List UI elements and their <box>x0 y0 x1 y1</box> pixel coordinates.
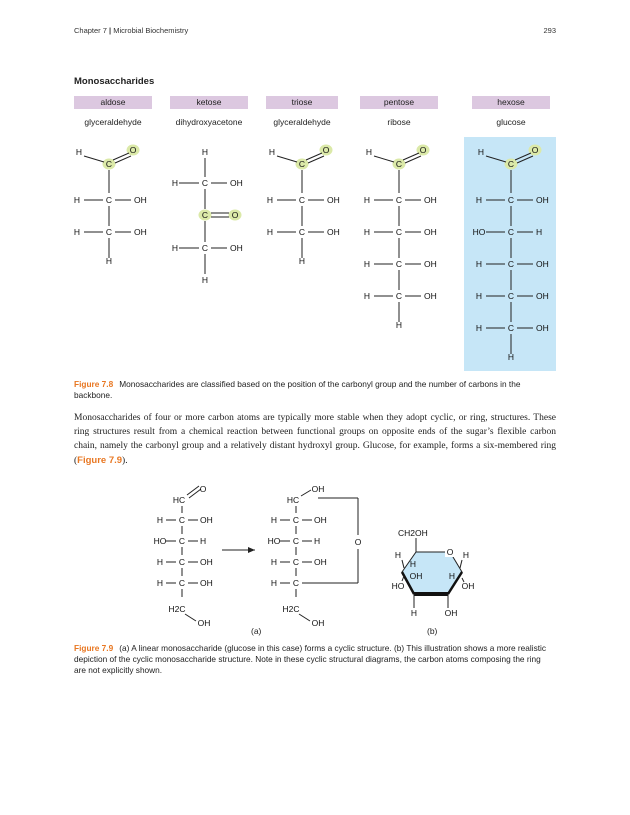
category-hexose: hexose <box>472 96 550 109</box>
chapter-number: Chapter 7 <box>74 26 107 35</box>
bond-line <box>308 156 324 163</box>
atom-label: H <box>270 557 278 567</box>
atom-label: OH <box>314 557 327 567</box>
atom-label: OH <box>327 195 340 205</box>
atom-label: H <box>201 275 209 285</box>
bond-line <box>115 156 131 163</box>
figure-7-9-label: Figure 7.9 <box>74 643 114 653</box>
atom-label: C <box>507 227 515 237</box>
atom-label: H2C <box>168 604 186 614</box>
atom-label: C <box>298 195 306 205</box>
atom-label: OH <box>536 291 549 301</box>
atom-label: H <box>73 195 81 205</box>
page-number: 293 <box>543 26 556 35</box>
ch2oh-label: CH2OH <box>398 528 428 538</box>
bond-line <box>187 486 199 495</box>
compound-name-aldose: glyceraldehyde <box>84 117 142 127</box>
body-paragraph <box>74 411 556 468</box>
atom-label: OH <box>461 581 475 591</box>
atom-label: C <box>201 178 209 188</box>
atom-label: H <box>200 536 207 546</box>
atom-label: H <box>475 323 483 333</box>
running-header: Chapter 7 | Microbial Biochemistry <box>74 26 189 35</box>
atom-label: OH <box>311 484 325 494</box>
figure-7-8-caption-text: Monosaccharides are classified based on the position of the carbonyl group and the number of carbons in the backbone. <box>74 379 521 400</box>
atom-label: H <box>409 559 417 569</box>
atom-label: OH <box>134 195 147 205</box>
atom-label: OH <box>424 259 437 269</box>
atom-label: O <box>419 145 427 155</box>
atom-label: H <box>363 259 371 269</box>
atom-label: C <box>178 557 186 567</box>
atom-label: C <box>178 515 186 525</box>
atom-label: C <box>178 536 186 546</box>
atom-label: C <box>201 243 209 253</box>
category-triose: triose <box>266 96 338 109</box>
atom-label: H <box>365 147 373 157</box>
atom-label: O <box>446 547 454 557</box>
paragraph-text-before: Monosaccharides of four or more carbon atoms are typically more stable when they adopt cyclic, or ring, structures. These ring structures result from a chemical reaction between functional groups on opposite ends of the sugar’s flexible carbon chain, namely the carbonyl group and a relatively distant hydroxyl group. Glucose, for example, forms a six-membered ring ( <box>74 413 556 466</box>
atom-label: H <box>410 608 418 618</box>
atom-label: C <box>507 195 515 205</box>
atom-label: OH <box>327 227 340 237</box>
atom-label: H2C <box>282 604 300 614</box>
atom-label: H <box>477 147 485 157</box>
atom-label: H <box>75 147 83 157</box>
atom-label: H <box>448 571 456 581</box>
atom-label: HO <box>472 227 486 237</box>
bond-line <box>306 153 322 160</box>
atom-label: OH <box>409 571 423 581</box>
atom-label: C <box>292 536 300 546</box>
atom-label: C <box>105 227 113 237</box>
section-title: Monosaccharides <box>74 76 155 87</box>
atom-label: C <box>105 159 113 169</box>
category-aldose: aldose <box>74 96 152 109</box>
atom-label: H <box>266 195 274 205</box>
bond-line <box>185 614 196 621</box>
figure-7-9-caption-text: (a) A linear monosaccharide (glucose in this case) forms a cyclic structure. (b) This illustration shows a more realistic depiction of the cyclic monosaccharide structure. Note in these cyclic structural diagrams, the carbon atoms composing the ring are not explicitly shown. <box>74 643 547 675</box>
bond-line <box>486 156 506 162</box>
atom-label: C <box>395 291 403 301</box>
category-ketose: ketose <box>170 96 248 109</box>
atom-label: H <box>394 550 402 560</box>
atom-label: H <box>475 195 483 205</box>
atom-label: OH <box>200 515 213 525</box>
atom-label: H <box>395 320 403 330</box>
atom-label: O <box>531 145 539 155</box>
atom-label: C <box>507 159 515 169</box>
atom-label: C <box>298 159 306 169</box>
compound-name-pentose: ribose <box>387 117 411 127</box>
atom-label: C <box>507 323 515 333</box>
atom-label: OH <box>230 178 243 188</box>
atom-label: HO <box>267 536 281 546</box>
figure-7-9-caption <box>74 643 554 676</box>
figure-7-9-sublabel-a: (a) <box>251 626 262 636</box>
atom-label: C <box>507 259 515 269</box>
atom-label: H <box>462 550 470 560</box>
atom-label: O <box>129 145 137 155</box>
chapter-title: Microbial Biochemistry <box>113 26 189 35</box>
atom-label: C <box>105 195 113 205</box>
atom-label: H <box>156 578 164 588</box>
bond-line <box>402 560 404 568</box>
atom-label: H <box>171 243 179 253</box>
bond-line <box>374 156 394 162</box>
atom-label: H <box>507 352 515 362</box>
atom-label: C <box>395 159 403 169</box>
atom-label: H <box>73 227 81 237</box>
atom-label: O <box>231 210 239 220</box>
figure-7-8-structures <box>0 0 630 380</box>
atom-label: OH <box>200 557 213 567</box>
atom-label: H <box>363 291 371 301</box>
atom-label: HC <box>172 495 186 505</box>
atom-label: H <box>298 256 306 266</box>
atom-label: H <box>475 259 483 269</box>
atom-label: H <box>270 515 278 525</box>
atom-label: OH <box>536 323 549 333</box>
category-pentose: pentose <box>360 96 438 109</box>
atom-label: C <box>395 195 403 205</box>
atom-label: HO <box>153 536 167 546</box>
atom-label: H <box>105 256 113 266</box>
atom-label: O <box>354 537 362 547</box>
atom-label: OH <box>311 618 325 628</box>
atom-label: C <box>292 557 300 567</box>
atom-label: C <box>507 291 515 301</box>
figure-7-9-link[interactable]: Figure 7.9 <box>77 454 123 466</box>
atom-label: O <box>322 145 330 155</box>
atom-label: H <box>314 536 321 546</box>
compound-name-hexose: glucose <box>496 117 526 127</box>
atom-label: C <box>395 227 403 237</box>
atom-label: HO <box>391 581 405 591</box>
bond-line <box>517 156 533 163</box>
atom-label: H <box>475 291 483 301</box>
atom-label: C <box>395 259 403 269</box>
atom-label: OH <box>197 618 211 628</box>
bond-line <box>113 153 129 160</box>
bond-line <box>405 156 421 163</box>
atom-label: OH <box>230 243 243 253</box>
atom-label: OH <box>200 578 213 588</box>
atom-label: H <box>171 178 179 188</box>
bond-line <box>84 156 104 162</box>
atom-label: C <box>178 578 186 588</box>
atom-label: C <box>292 578 300 588</box>
compound-name-ketose: dihydroxyacetone <box>175 117 243 127</box>
atom-label: OH <box>424 195 437 205</box>
atom-label: C <box>292 515 300 525</box>
atom-label: HC <box>286 495 300 505</box>
atom-label: H <box>363 227 371 237</box>
atom-label: H <box>201 147 209 157</box>
figure-7-8-caption <box>74 379 554 401</box>
compound-name-triose: glyceraldehyde <box>273 117 331 127</box>
figure-7-9-sublabel-b: (b) <box>427 626 438 636</box>
bond-line <box>515 153 531 160</box>
atom-label: OH <box>536 195 549 205</box>
atom-label: H <box>266 227 274 237</box>
atom-label: OH <box>134 227 147 237</box>
figure-7-9-diagram <box>0 475 630 635</box>
atom-label: C <box>201 210 209 220</box>
bond-line <box>403 153 419 160</box>
atom-label: H <box>270 578 278 588</box>
atom-label: H <box>268 147 276 157</box>
atom-label: H <box>156 557 164 567</box>
bond-line <box>460 560 462 568</box>
atom-label: H <box>536 227 543 237</box>
figure-7-8-label: Figure 7.8 <box>74 379 114 389</box>
atom-label: O <box>199 484 207 494</box>
bond-line <box>301 490 311 496</box>
atom-label: OH <box>314 515 327 525</box>
atom-label: C <box>298 227 306 237</box>
paragraph-text-after: ). <box>122 455 128 466</box>
bond-line <box>299 614 310 621</box>
atom-label: OH <box>536 259 549 269</box>
atom-label: H <box>363 195 371 205</box>
atom-label: OH <box>444 608 458 618</box>
atom-label: H <box>156 515 164 525</box>
atom-label: OH <box>424 227 437 237</box>
atom-label: OH <box>424 291 437 301</box>
bond-line <box>277 156 297 162</box>
